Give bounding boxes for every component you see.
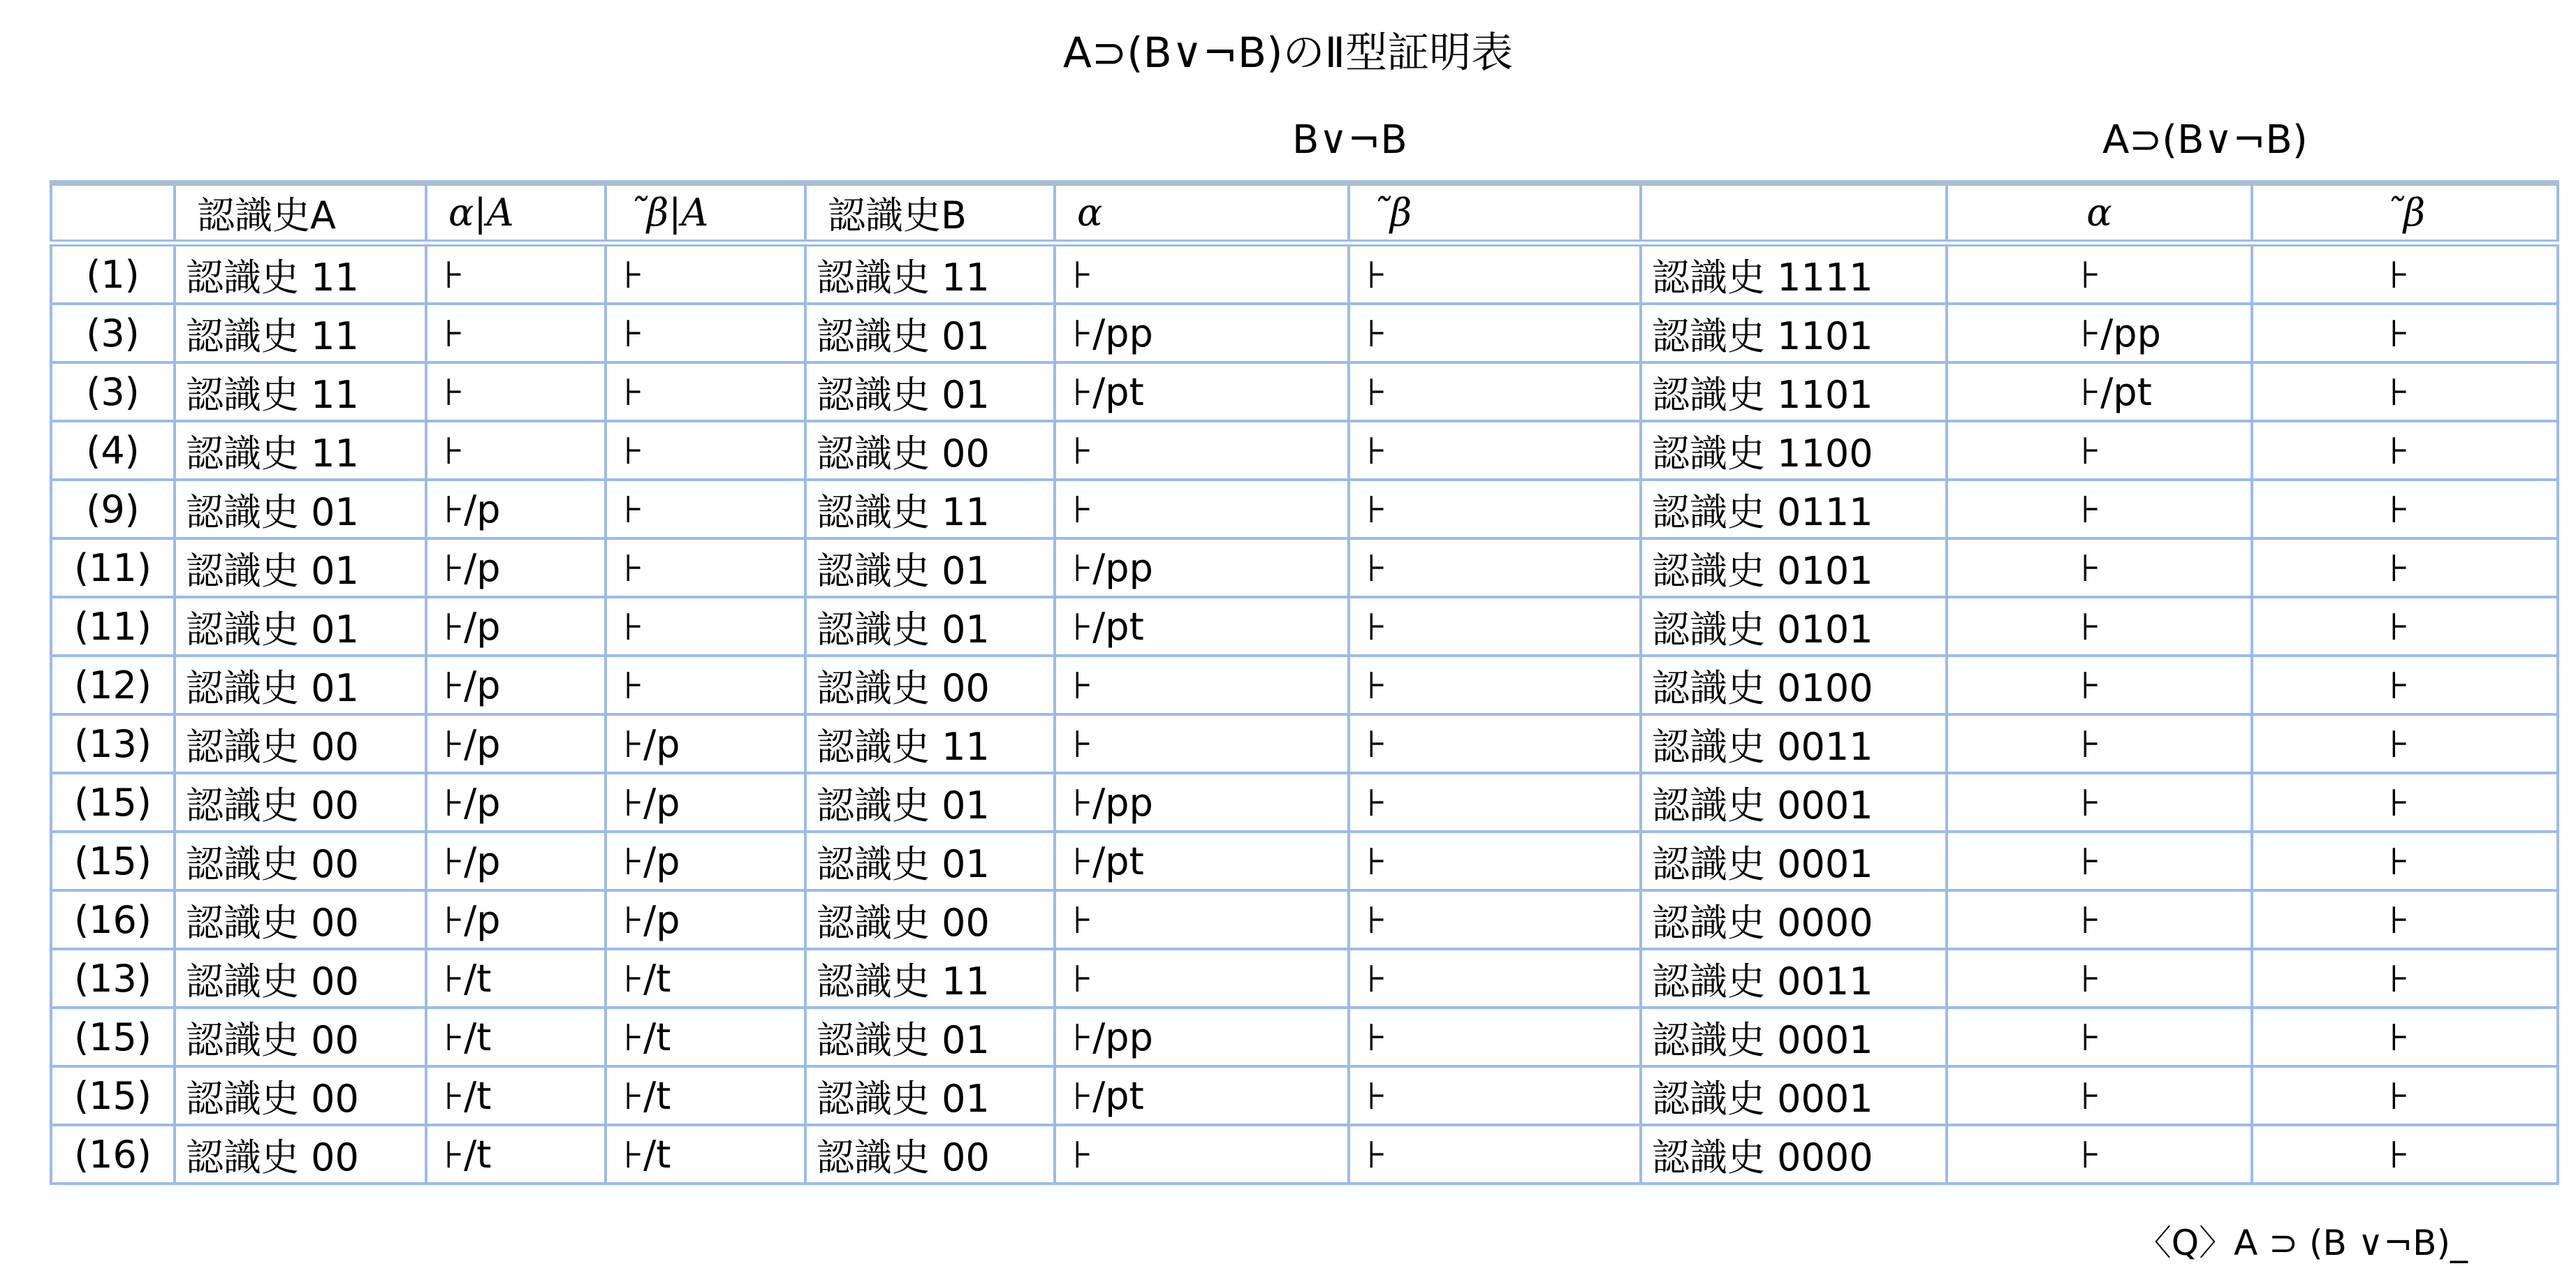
row-number: (1) (51, 243, 175, 304)
table-cell: 認識史 11 (805, 480, 1055, 538)
table-row (51, 1008, 2558, 1066)
table-cell: ⊦ (1947, 714, 2252, 773)
row-number: (4) (51, 421, 175, 480)
row-number: (13) (51, 949, 175, 1008)
table-cell: 認識史 0001 (1641, 832, 1947, 890)
table-cell: ⊦ (2252, 597, 2558, 656)
table-cell: ⊦/p (426, 597, 606, 656)
table-cell: ⊦ (2252, 243, 2558, 304)
table-cell: ⊦ (606, 421, 805, 480)
table-cell: ⊦ (426, 421, 606, 480)
table-cell: ⊦ (2252, 1066, 2558, 1125)
table-row (51, 480, 2558, 538)
table-cell: 認識史 01 (805, 832, 1055, 890)
table-cell: ⊦ (1947, 949, 2252, 1008)
table-cell: ⊦ (1349, 480, 1641, 538)
table-cell: 認識史 11 (805, 243, 1055, 304)
table-row (51, 949, 2558, 1008)
table-cell: ⊦ (1349, 656, 1641, 714)
page-title: A⊃(B∨¬B)のⅡ型証明表 (1062, 29, 1514, 78)
table-cell: 認識史 01 (805, 1066, 1055, 1125)
column-header: ˜β (1349, 183, 1641, 243)
table-cell: ⊦/pt (1055, 832, 1349, 890)
table-cell: ⊦ (1947, 890, 2252, 949)
row-number: (9) (51, 480, 175, 538)
row-number: (15) (51, 1008, 175, 1066)
table-cell: 認識史 0111 (1641, 480, 1947, 538)
table-cell: 認識史 0011 (1641, 949, 1947, 1008)
table-cell: ⊦/p (426, 714, 606, 773)
table-cell: 認識史 0001 (1641, 1008, 1947, 1066)
table-cell: ⊦/pt (1055, 597, 1349, 656)
table-cell: ⊦ (2252, 1125, 2558, 1184)
row-number: (15) (51, 832, 175, 890)
table-row (51, 890, 2558, 949)
table-cell: ⊦ (2252, 832, 2558, 890)
table-cell: 認識史 00 (175, 949, 426, 1008)
table-cell: 認識史 11 (805, 949, 1055, 1008)
row-number: (15) (51, 773, 175, 832)
row-number: (16) (51, 1125, 175, 1184)
table-cell: 認識史 01 (805, 1008, 1055, 1066)
table-cell: ⊦/p (426, 773, 606, 832)
table-cell: ⊦ (1349, 949, 1641, 1008)
table-cell: 認識史 0100 (1641, 656, 1947, 714)
table-cell: ⊦ (1055, 243, 1349, 304)
row-number: (13) (51, 714, 175, 773)
table-cell: 認識史 1101 (1641, 304, 1947, 362)
table-cell: ⊦ (606, 243, 805, 304)
column-header: 認識史A (175, 183, 426, 243)
table-cell: ⊦/p (426, 480, 606, 538)
row-number: (11) (51, 538, 175, 597)
table-row (51, 832, 2558, 890)
row-number: (11) (51, 597, 175, 656)
table-cell: 認識史 00 (175, 832, 426, 890)
table-row (51, 243, 2558, 304)
group-header-b-or-not-b: B∨¬B (1292, 117, 1407, 163)
table-cell: ⊦/pp (1055, 773, 1349, 832)
table-cell: 認識史 00 (175, 773, 426, 832)
footer-formula: 〈Q〉A ⊃ (B ∨¬B)_ (2136, 1223, 2468, 1263)
row-number: (12) (51, 656, 175, 714)
table-cell: 認識史 0001 (1641, 773, 1947, 832)
table-cell: ⊦ (1349, 1008, 1641, 1066)
table-cell: ⊦ (1055, 949, 1349, 1008)
table-cell: 認識史 0101 (1641, 538, 1947, 597)
table-cell: ⊦ (1349, 304, 1641, 362)
table-cell: ⊦ (2252, 656, 2558, 714)
table-cell: ⊦ (1349, 243, 1641, 304)
table-cell: ⊦/p (426, 890, 606, 949)
table-cell: ⊦ (2252, 538, 2558, 597)
table-cell: 認識史 0001 (1641, 1066, 1947, 1125)
table-row (51, 714, 2558, 773)
table-cell: ⊦ (1349, 1125, 1641, 1184)
table-cell: ⊦ (1349, 421, 1641, 480)
table-cell: ⊦ (606, 304, 805, 362)
table-cell: 認識史 00 (805, 890, 1055, 949)
table-cell: ⊦/t (606, 949, 805, 1008)
table-cell: ⊦/pp (1055, 1008, 1349, 1066)
table-cell: ⊦/p (606, 890, 805, 949)
table-cell: 認識史 1111 (1641, 243, 1947, 304)
table-cell: ⊦ (1055, 714, 1349, 773)
column-header: ˜β (2252, 183, 2558, 243)
table-cell: ⊦/t (606, 1066, 805, 1125)
table-cell: ⊦ (1947, 538, 2252, 597)
table-row (51, 362, 2558, 421)
table-cell: 認識史 00 (175, 1008, 426, 1066)
table-cell: ⊦/pt (1055, 362, 1349, 421)
table-cell: ⊦ (1947, 243, 2252, 304)
column-header: α|A (426, 183, 606, 243)
table-cell: ⊦/p (606, 773, 805, 832)
table-cell: 認識史 01 (805, 538, 1055, 597)
table-cell: ⊦ (1947, 656, 2252, 714)
table-cell: ⊦ (1055, 890, 1349, 949)
table-cell: ⊦/p (426, 832, 606, 890)
table-cell: ⊦ (1055, 480, 1349, 538)
table-cell: ⊦ (1349, 714, 1641, 773)
group-header-a-implies: A⊃(B∨¬B) (2102, 117, 2308, 163)
row-number: (3) (51, 304, 175, 362)
column-header: α (1055, 183, 1349, 243)
table-cell: ⊦/t (606, 1125, 805, 1184)
table-row (51, 421, 2558, 480)
table-cell: 認識史 00 (805, 1125, 1055, 1184)
table-cell: 認識史 0000 (1641, 890, 1947, 949)
table-cell: 認識史 00 (805, 656, 1055, 714)
column-header: α (1947, 183, 2252, 243)
table-cell: ⊦ (2252, 773, 2558, 832)
table-cell: ⊦ (1947, 1125, 2252, 1184)
table-cell: ⊦ (426, 304, 606, 362)
table-row (51, 304, 2558, 362)
table-cell: ⊦ (1349, 832, 1641, 890)
table-cell: ⊦ (1349, 597, 1641, 656)
column-header (51, 183, 175, 243)
table-cell: ⊦ (1055, 1125, 1349, 1184)
table-cell: ⊦ (1947, 832, 2252, 890)
table-cell: 認識史 01 (805, 362, 1055, 421)
table-cell: ⊦/p (426, 538, 606, 597)
table-cell: ⊦ (2252, 480, 2558, 538)
table-cell: 認識史 0000 (1641, 1125, 1947, 1184)
table-cell: 認識史 00 (175, 1066, 426, 1125)
table-cell: 認識史 01 (175, 480, 426, 538)
row-number: (3) (51, 362, 175, 421)
table-cell: ⊦/pp (1055, 538, 1349, 597)
table-cell: ⊦ (606, 597, 805, 656)
table-cell: 認識史 00 (805, 421, 1055, 480)
table-cell: ⊦ (1947, 421, 2252, 480)
table-row (51, 538, 2558, 597)
table-cell: ⊦ (1055, 656, 1349, 714)
table-cell: ⊦/pt (1947, 362, 2252, 421)
table-cell: ⊦ (1947, 1008, 2252, 1066)
table-cell: 認識史 00 (175, 1125, 426, 1184)
table-cell: ⊦/pp (1055, 304, 1349, 362)
table-cell: ⊦ (2252, 304, 2558, 362)
table-cell: 認識史 11 (805, 714, 1055, 773)
table-cell: ⊦ (606, 362, 805, 421)
table-cell: 認識史 11 (175, 243, 426, 304)
table-cell: ⊦ (2252, 1008, 2558, 1066)
table-cell: ⊦ (1349, 538, 1641, 597)
table-cell: ⊦ (2252, 890, 2558, 949)
table-row (51, 656, 2558, 714)
table-cell: ⊦/t (426, 1008, 606, 1066)
table-cell: 認識史 00 (175, 890, 426, 949)
table-cell: ⊦/p (606, 832, 805, 890)
table-cell: 認識史 0101 (1641, 597, 1947, 656)
table-row (51, 1125, 2558, 1184)
table-cell: ⊦/t (606, 1008, 805, 1066)
table-cell: ⊦ (1349, 362, 1641, 421)
table-cell: ⊦ (1349, 890, 1641, 949)
table-cell: ⊦ (1947, 480, 2252, 538)
table-cell: 認識史 11 (175, 304, 426, 362)
table-cell: 認識史 01 (805, 304, 1055, 362)
column-header: 認識史B (805, 183, 1055, 243)
table-cell: ⊦ (1947, 773, 2252, 832)
proof-table (50, 180, 2559, 1185)
table-cell: ⊦/t (426, 1125, 606, 1184)
table-cell: ⊦ (1349, 1066, 1641, 1125)
table-cell: 認識史 11 (175, 421, 426, 480)
table-cell: ⊦/pt (1055, 1066, 1349, 1125)
table-cell: 認識史 01 (175, 538, 426, 597)
table-row (51, 773, 2558, 832)
column-header (1641, 183, 1947, 243)
table-cell: 認識史 01 (805, 773, 1055, 832)
header-row (51, 183, 2558, 243)
table-cell: ⊦ (606, 538, 805, 597)
table-cell: ⊦/pp (1947, 304, 2252, 362)
table-cell: ⊦ (426, 243, 606, 304)
table-cell: 認識史 01 (805, 597, 1055, 656)
table-cell: 認識史 1101 (1641, 362, 1947, 421)
table-cell: ⊦ (1947, 1066, 2252, 1125)
table-cell: ⊦ (1349, 773, 1641, 832)
table-cell: ⊦ (2252, 421, 2558, 480)
table-cell: ⊦/t (426, 949, 606, 1008)
column-header: ˜β|A (606, 183, 805, 243)
table-cell: ⊦/p (606, 714, 805, 773)
table-cell: 認識史 1100 (1641, 421, 1947, 480)
table-cell: ⊦ (606, 480, 805, 538)
table-cell: ⊦/p (426, 656, 606, 714)
table-cell: ⊦ (1055, 421, 1349, 480)
table-cell: ⊦ (2252, 362, 2558, 421)
table-cell: 認識史 01 (175, 656, 426, 714)
table-cell: 認識史 0011 (1641, 714, 1947, 773)
table-cell: ⊦ (426, 362, 606, 421)
table-row (51, 1066, 2558, 1125)
table-cell: ⊦ (2252, 714, 2558, 773)
table-cell: 認識史 11 (175, 362, 426, 421)
table-cell: ⊦ (1947, 597, 2252, 656)
table-cell: ⊦/t (426, 1066, 606, 1125)
table-cell: 認識史 01 (175, 597, 426, 656)
row-number: (16) (51, 890, 175, 949)
table-row (51, 597, 2558, 656)
table-cell: ⊦ (606, 656, 805, 714)
table-cell: ⊦ (2252, 949, 2558, 1008)
table-cell: 認識史 00 (175, 714, 426, 773)
row-number: (15) (51, 1066, 175, 1125)
